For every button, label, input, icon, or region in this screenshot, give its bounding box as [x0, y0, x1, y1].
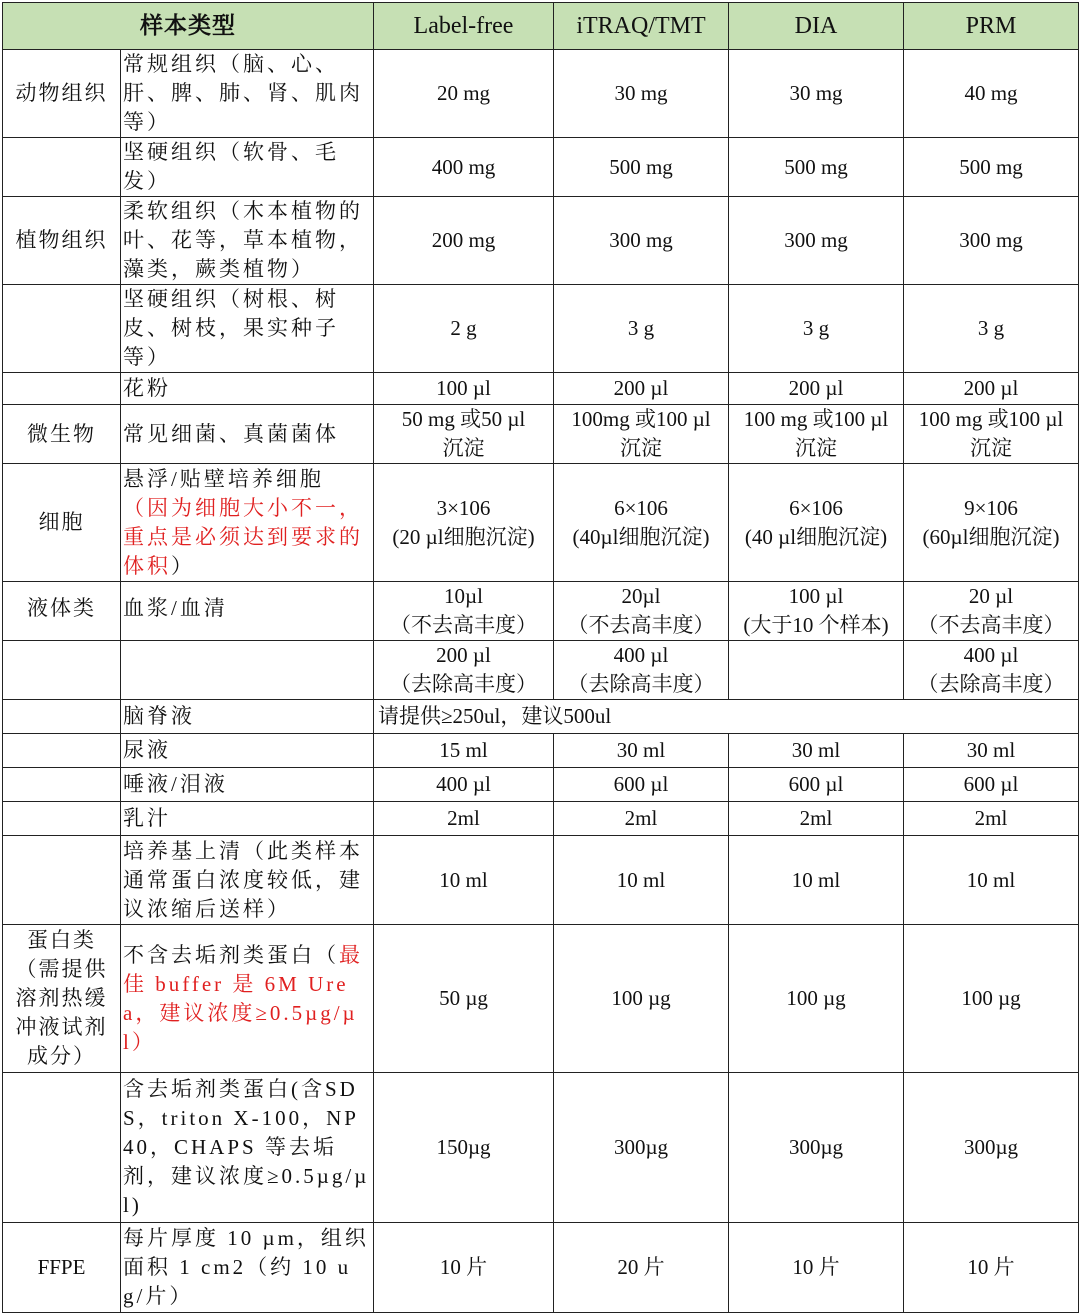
- value-dia: 2ml: [729, 802, 904, 836]
- sample-subtype: 花粉: [121, 373, 374, 405]
- table-row: [3, 285, 1079, 373]
- table-row: [3, 836, 1079, 925]
- value-line: 沉淀: [442, 436, 485, 460]
- value-line: 50 mg 或50 µl: [401, 407, 526, 431]
- group-protein: 蛋白类（需提供溶剂热缓冲液试剂成分）: [3, 925, 121, 1073]
- group-empty: [3, 138, 121, 197]
- sample-subtype: 每片厚度 10 µm，组织面积 1 cm2（约 10 ug/片）: [121, 1223, 374, 1313]
- sample-subtype: 坚硬组织（软骨、毛发）: [121, 138, 374, 197]
- value-itraq-tmt: 10 ml: [554, 836, 729, 925]
- value-label-free: 200 mg: [374, 197, 554, 285]
- group-empty: [3, 768, 121, 802]
- value-line: （不去高丰度）: [390, 613, 537, 637]
- sample-subtype: 唾液/泪液: [121, 768, 374, 802]
- sample-subtype: [121, 925, 374, 1073]
- table-row: [3, 50, 1079, 138]
- value-label-free: 100 µl: [374, 373, 554, 405]
- value-itraq-tmt: 2ml: [554, 802, 729, 836]
- value-line: (40 µl细胞沉淀): [744, 524, 888, 549]
- value-dia: 200 µl: [729, 373, 904, 405]
- value-dia: 10 片: [729, 1223, 904, 1313]
- value-prm: 100 µg: [904, 925, 1079, 1073]
- value-line: 9×106: [964, 495, 1018, 520]
- header-prm: PRM: [904, 3, 1079, 50]
- value-line: 100mg 或100 µl: [571, 407, 711, 431]
- value-prm: [904, 641, 1079, 700]
- sample-subtype-tail: ）: [171, 553, 195, 578]
- value-prm: 500 mg: [904, 138, 1079, 197]
- value-prm: 30 ml: [904, 734, 1079, 768]
- sample-subtype-text: 悬浮/贴壁培养细胞: [123, 466, 324, 491]
- table-row: [3, 405, 1079, 464]
- value-itraq-tmt: 20 片: [554, 1223, 729, 1313]
- sample-subtype-note: （因为细胞大小不一，重点是必须达到要求的体积: [123, 495, 363, 578]
- value-dia: 3 g: [729, 285, 904, 373]
- value-itraq-tmt: [554, 641, 729, 700]
- value-itraq-tmt: 300 mg: [554, 197, 729, 285]
- table-row: [3, 700, 1079, 734]
- header-itraq-tmt: iTRAQ/TMT: [554, 3, 729, 50]
- value-itraq-tmt: [554, 405, 729, 464]
- value-line: （去除高丰度）: [917, 672, 1065, 696]
- sample-subtype: 含去垢剂类蛋白(含SDS，triton X-100，NP40，CHAPS 等去垢剂，建议浓度≥0.5µg/µl): [121, 1073, 374, 1223]
- value-itraq-tmt: 30 mg: [554, 50, 729, 138]
- value-line: 100 mg 或100 µl: [918, 407, 1064, 431]
- sample-subtype: 常规组织（脑、心、肝、脾、肺、肾、肌肉等）: [121, 50, 374, 138]
- group-animal-tissue: 动物组织: [3, 50, 121, 138]
- header-row: [3, 3, 1079, 50]
- value-itraq-tmt: 200 µl: [554, 373, 729, 405]
- sample-subtype: [121, 641, 374, 700]
- value-line: 100 mg 或100 µl: [743, 407, 889, 431]
- value-dia: [729, 464, 904, 582]
- value-label-free: 2 g: [374, 285, 554, 373]
- sample-subtype-note: 最佳 buffer 是 6M Urea，建议浓度≥0.5µg/µl）: [123, 942, 363, 1054]
- table-row: [3, 1223, 1079, 1313]
- group-plant-tissue: 植物组织: [3, 197, 121, 285]
- value-prm: 200 µl: [904, 373, 1079, 405]
- group-empty: [3, 802, 121, 836]
- sample-subtype-text: 不含去垢剂类蛋白（: [123, 942, 339, 967]
- group-empty: [3, 700, 121, 734]
- group-cell: 细胞: [3, 464, 121, 582]
- header-sample-type: 样本类型: [3, 3, 374, 50]
- value-prm: 300 mg: [904, 197, 1079, 285]
- value-dia: [729, 582, 904, 641]
- value-prm: [904, 582, 1079, 641]
- value-dia: 10 ml: [729, 836, 904, 925]
- value-prm: 3 g: [904, 285, 1079, 373]
- table-row: [3, 464, 1079, 582]
- value-prm: 40 mg: [904, 50, 1079, 138]
- value-label-free: 400 mg: [374, 138, 554, 197]
- value-prm: 600 µl: [904, 768, 1079, 802]
- value-dia: 600 µl: [729, 768, 904, 802]
- value-prm: 2ml: [904, 802, 1079, 836]
- value-label-free: 15 ml: [374, 734, 554, 768]
- value-line: (40µl细胞沉淀): [572, 524, 710, 549]
- value-line: 20µl: [621, 584, 661, 608]
- group-empty: [3, 734, 121, 768]
- value-line: 6×106: [614, 495, 668, 520]
- table-row: [3, 138, 1079, 197]
- value-label-free: 50 µg: [374, 925, 554, 1073]
- sample-subtype: 常见细菌、真菌菌体: [121, 405, 374, 464]
- value-line: （去除高丰度）: [567, 672, 715, 696]
- sample-subtype: 乳汁: [121, 802, 374, 836]
- sample-requirements-table: [2, 2, 1079, 1313]
- value-dia: 300µg: [729, 1073, 904, 1223]
- table-row: [3, 373, 1079, 405]
- value-line: (60µl细胞沉淀): [922, 524, 1060, 549]
- value-label-free: 2ml: [374, 802, 554, 836]
- group-empty: [3, 373, 121, 405]
- value-line: 10µl: [444, 584, 483, 608]
- value-line: (20 µl细胞沉淀): [392, 524, 535, 549]
- group-empty: [3, 285, 121, 373]
- value-itraq-tmt: 100 µg: [554, 925, 729, 1073]
- value-dia: 300 mg: [729, 197, 904, 285]
- value-line: （不去高丰度）: [567, 613, 715, 637]
- value-itraq-tmt: 500 mg: [554, 138, 729, 197]
- value-line: 400 µl: [963, 643, 1019, 667]
- value-itraq-tmt: [554, 464, 729, 582]
- value-itraq-tmt: 300µg: [554, 1073, 729, 1223]
- value-prm: [904, 464, 1079, 582]
- value-line: 3×106: [436, 495, 491, 520]
- value-label-free: [374, 641, 554, 700]
- value-label-free: [374, 405, 554, 464]
- value-dia: 30 mg: [729, 50, 904, 138]
- value-label-free: [374, 464, 554, 582]
- sample-subtype: 脑脊液: [121, 700, 374, 734]
- group-empty: [3, 1073, 121, 1223]
- value-label-free: 10 ml: [374, 836, 554, 925]
- value-itraq-tmt: 30 ml: [554, 734, 729, 768]
- value-dia: 30 ml: [729, 734, 904, 768]
- table-row: [3, 768, 1079, 802]
- value-prm: [904, 405, 1079, 464]
- group-empty: [3, 641, 121, 700]
- table-row: [3, 734, 1079, 768]
- value-label-free: 400 µl: [374, 768, 554, 802]
- group-empty: [3, 836, 121, 925]
- value-prm: 10 片: [904, 1223, 1079, 1313]
- table-row: [3, 197, 1079, 285]
- value-line: 400 µl: [613, 643, 669, 667]
- value-prm: 300µg: [904, 1073, 1079, 1223]
- table-row: [3, 1073, 1079, 1223]
- group-liquid: 液体类: [3, 582, 121, 641]
- table-row: [3, 802, 1079, 836]
- value-itraq-tmt: [554, 582, 729, 641]
- value-dia: [729, 641, 904, 700]
- value-line: 沉淀: [795, 436, 837, 460]
- value-itraq-tmt: 600 µl: [554, 768, 729, 802]
- group-microbe: 微生物: [3, 405, 121, 464]
- sample-subtype: 尿液: [121, 734, 374, 768]
- value-itraq-tmt: 3 g: [554, 285, 729, 373]
- value-dia: 500 mg: [729, 138, 904, 197]
- group-ffpe: FFPE: [3, 1223, 121, 1313]
- table-row: [3, 925, 1079, 1073]
- value-line: （不去高丰度）: [917, 613, 1065, 637]
- value-line: 沉淀: [970, 436, 1012, 460]
- value-all-methods: 请提供≥250ul，建议500ul: [374, 700, 1079, 734]
- value-line: 200 µl: [436, 643, 491, 667]
- value-label-free: 150µg: [374, 1073, 554, 1223]
- value-line: 100 µl: [788, 584, 844, 608]
- value-label-free: 20 mg: [374, 50, 554, 138]
- value-line: (大于10 个样本): [743, 613, 889, 637]
- value-dia: 100 µg: [729, 925, 904, 1073]
- value-dia: [729, 405, 904, 464]
- header-dia: DIA: [729, 3, 904, 50]
- value-prm: 10 ml: [904, 836, 1079, 925]
- sample-subtype: 坚硬组织（树根、树皮、树枝，果实种子等）: [121, 285, 374, 373]
- value-label-free: 10 片: [374, 1223, 554, 1313]
- value-line: 6×106: [789, 495, 843, 520]
- value-line: （去除高丰度）: [390, 672, 537, 696]
- sample-subtype: 培养基上清（此类样本通常蛋白浓度较低，建议浓缩后送样）: [121, 836, 374, 925]
- sample-subtype: [121, 464, 374, 582]
- sample-subtype: 血浆/血清: [121, 582, 374, 641]
- table-row: [3, 641, 1079, 700]
- header-label-free: Label-free: [374, 3, 554, 50]
- sample-subtype: 柔软组织（木本植物的叶、花等，草本植物，藻类，蕨类植物）: [121, 197, 374, 285]
- value-line: 20 µl: [968, 584, 1014, 608]
- table-row: [3, 582, 1079, 641]
- value-line: 沉淀: [620, 436, 662, 460]
- value-label-free: [374, 582, 554, 641]
